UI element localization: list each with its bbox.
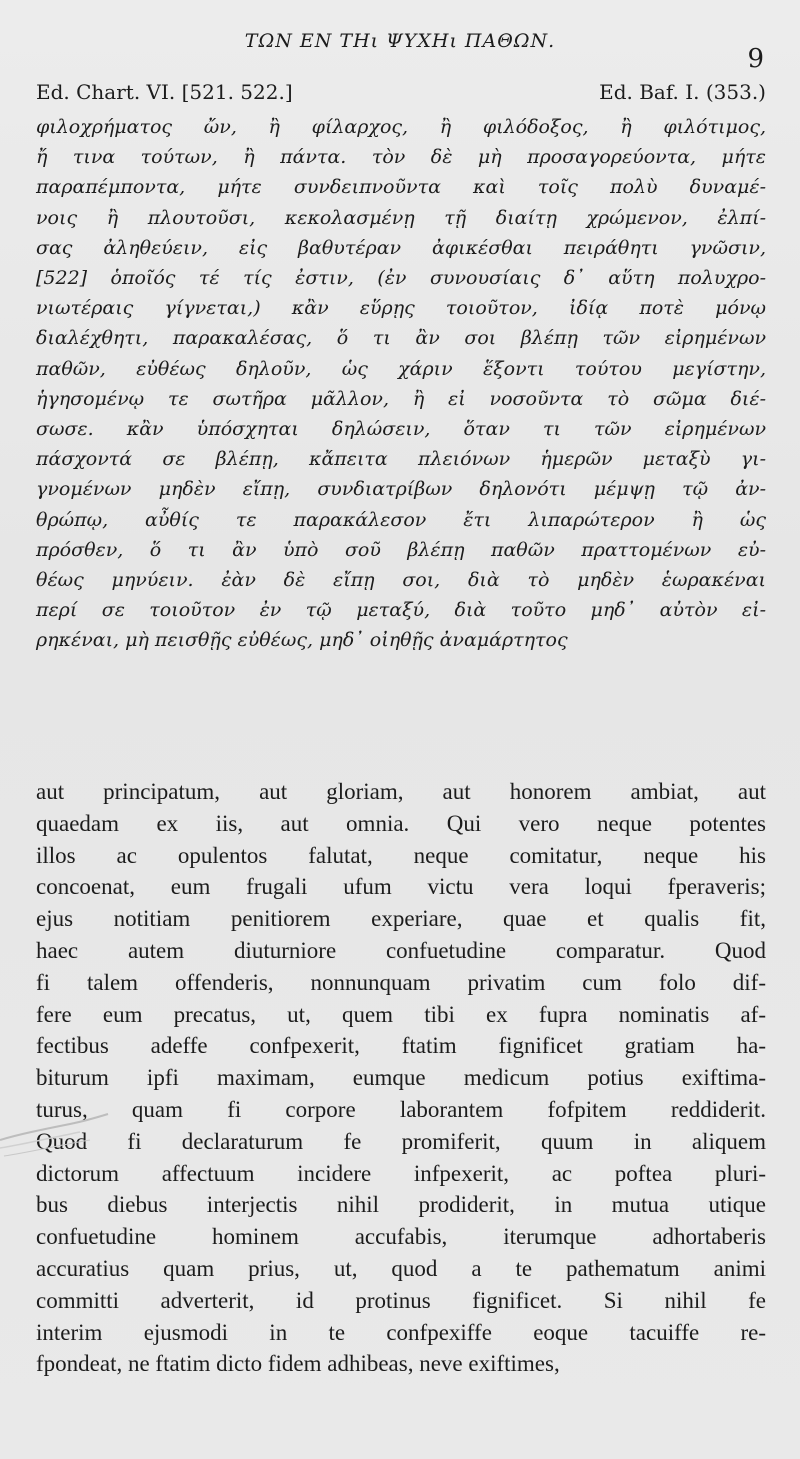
latin-text-line: accuratius quam prius, ut, quod a te pathematum animi [36, 1255, 766, 1281]
greek-text-line: πρόσθεν, ὅ τι ἂν ὑπὸ σοῦ βλέπῃ παθῶν πραττομένων εὐ- [36, 538, 766, 561]
latin-text-line: illos ac opulentos falutat, neque comitatur, neque his [36, 842, 766, 868]
latin-text-line: fectibus adeffe confpexerit, ftatim fignificet gratiam ha- [36, 1033, 766, 1059]
latin-text-line: biturum ipfi maximam, eumque medicum potius exiftima- [36, 1065, 766, 1091]
greek-text-block [36, 112, 766, 656]
greek-text-line: θρώπῳ, αὖθίς τε παρακάλεσον ἔτι λιπαρώτερον ἢ ὡς [36, 508, 766, 531]
greek-text-line: σας ἀληθεύειν, εἰς βαθυτέραν ἀφικέσθαι πειράθητι γνῶσιν, [36, 236, 766, 259]
latin-text-line: turus, quam fi corpore laborantem fofpitem reddiderit. [36, 1096, 766, 1122]
greek-text-line: νοις ἢ πλουτοῦσι, κεκολασμένῃ τῇ διαίτῃ χρώμενον, ἐλπί- [36, 206, 766, 229]
latin-text-line: committi adverterit, id protinus fignificet. Si nihil fe [36, 1287, 766, 1313]
latin-text-line: fere eum precatus, ut, quem tibi ex fupra nominatis af- [36, 1001, 766, 1027]
greek-text-line: ρηκέναι, μὴ πεισθῇς εὐθέως, μηδ᾽ οἰηθῇς ἀναμάρτητος [36, 629, 568, 652]
greek-text-line: σωσε. κἂν ὑπόσχηται δηλώσειν, ὅταν τι τῶν εἰρημένων [36, 418, 766, 441]
latin-text-line: confuetudine hominem accufabis, iterumque adhortaberis [36, 1224, 766, 1250]
greek-text-line: περί σε τοιοῦτον ἐν τῷ μεταξύ, διὰ τοῦτο μηδ᾽ αὐτὸν εἰ- [36, 599, 766, 622]
latin-text-line: dictorum affectuum incidere infpexerit, ac poftea pluri- [36, 1160, 766, 1186]
greek-text-line: παθῶν, εὐθέως δηλοῦν, ὡς χάριν ἕξοντι τούτου μεγίστην, [36, 357, 766, 380]
running-title: ΤΩΝ ΕΝ ΤΗι ΨΥΧΗι ΠΑΘΩΝ. [244, 30, 556, 52]
latin-text-line: ejus notitiam penitiorem experiare, quae et qualis fit, [36, 906, 766, 932]
greek-text-line: ἤ τινα τούτων, ἢ πάντα. τὸν δὲ μὴ προσαγορεύοντα, μήτε [36, 146, 766, 169]
greek-text-line: φιλοχρήματος ὤν, ἢ φίλαρχος, ἢ φιλόδοξος, ἢ φιλότιμος, [36, 116, 766, 138]
latin-text-line: concoenat, eum frugali ufum victu vera loqui fperaveris; [36, 874, 766, 900]
page-number: 9 [747, 44, 764, 74]
edition-reference-right: Ed. Baf. I. (353.) [599, 80, 766, 104]
greek-text-line: διαλέχθητι, παρακαλέσας, ὅ τι ἂν σοι βλέπῃ τῶν εἰρημένων [36, 327, 766, 350]
greek-text-line: νιωτέραις γίγνεται,) κἂν εὕρῃς τοιοῦτον, ἰδίᾳ ποτὲ μόνῳ [36, 297, 766, 320]
latin-text-line: Quod fi declaraturum fe promiferit, quum in aliquem [36, 1128, 766, 1154]
greek-text-line: ἡγησομένῳ τε σωτῆρα μᾶλλον, ἢ εἰ νοσοῦντα τὸ σῶμα διέ- [36, 387, 766, 410]
greek-text-line: παραπέμποντα, μήτε συνδειπνοῦντα καὶ τοῖς πολὺ δυναμέ- [36, 176, 766, 199]
latin-text-line: haec autem diuturniore confuetudine comparatur. Quod [36, 937, 766, 963]
latin-text-line: interim ejusmodi in te confpexiffe eoque tacuiffe re- [36, 1319, 766, 1345]
latin-text-line: fi talem offenderis, nonnunquam privatim cum folo dif- [36, 969, 766, 995]
latin-text-line: fpondeat, ne ftatim dicto fidem adhibeas, neve exiftimes, [36, 1351, 560, 1377]
latin-text-line: quaedam ex iis, aut omnia. Qui vero neque potentes [36, 810, 766, 836]
latin-text-block [36, 776, 766, 1380]
latin-text-line: aut principatum, aut gloriam, aut honorem ambiat, aut [36, 779, 766, 804]
edition-reference-left: Ed. Chart. VI. [521. 522.] [36, 80, 293, 104]
greek-text-line: θέως μηνύειν. ἐὰν δὲ εἴπῃ σοι, διὰ τὸ μηδὲν ἑωρακέναι [36, 569, 766, 592]
latin-text-line: bus diebus interjectis nihil prodiderit, in mutua utique [36, 1192, 766, 1218]
greek-text-line: [522] ὁποῖός τέ τίς ἐστιν, (ἐν συνουσίαις δ᾽ αὕτη πολυχρο- [36, 267, 766, 290]
greek-text-line: πάσχοντά σε βλέπῃ, κἄπειτα πλειόνων ἡμερῶν μεταξὺ γι- [36, 448, 766, 471]
greek-text-line: γνομένων μηδὲν εἴπῃ, συνδιατρίβων δηλονότι μέμψῃ τῷ ἀν- [36, 478, 766, 501]
